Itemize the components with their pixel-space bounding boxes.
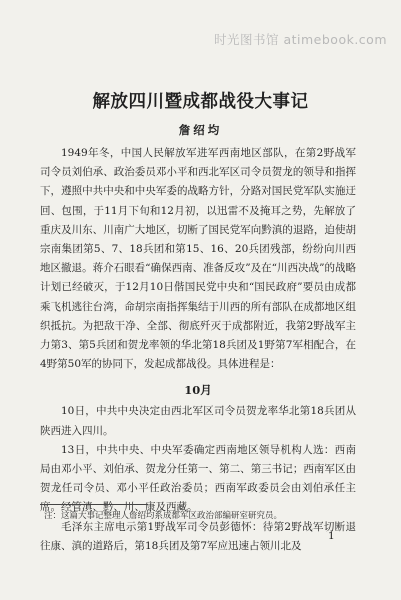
section-heading: 10月: [184, 383, 212, 398]
page-number: 1: [328, 530, 335, 542]
body-text: [40, 144, 356, 556]
author-name: 詹绍均: [178, 123, 223, 137]
footnote: 注：这篇大事记整理人詹绍均系成都军区政治部编研室研究员。: [44, 511, 283, 521]
paragraph-event: 13日，中共中央、中央军委确定西南地区领导机构人选：西南局由邓小平、刘伯承、贺龙分任第一、第二、第三书记；西南军区由贺龙任司令员、邓小平任政治委员；西南军政委员会由刘伯承任主席。经管滇、黔、川、康及西藏。: [40, 443, 356, 514]
footnote-divider: [40, 504, 148, 505]
watermark-text: 时光图书馆 atimebook.com: [213, 32, 387, 47]
paragraph-intro: 1949年冬，中国人民解放军进军西南地区部队，在第2野战军司令员刘伯承、政治委员邓小平和西北军区司令员贺龙的领导和指挥下，遵照中共中央和中央军委的战略方针，分路对国民党军队实施迂回、包围，于11月下旬和12月初，以迅雷不及掩耳之势，先解放了重庆及川东、川南广大地区，切断了国民党军向黔滇的退路，迫使胡宗南集团第5、7、18兵团和第15、16、20兵团残部，纷纷向川西地区撤退。蒋介石眼看“确保西南、准备反攻”及在“川西决战”的战略计划已经破灭，于12月10日偕国民党中央和“国民政府”要员由成都乘飞机逃往台湾，命胡宗南指挥集结于川西的所有部队在成都地区组织抵抗。为把敌干净、全部、彻底歼灭于成都附近，我第2野战军主力第3、第5兵团和贺龙率领的华北第18兵团及1野第7军相配合，在4野第50军的协同下，发起成都战役。具体进程是：: [40, 147, 356, 371]
page-title: 解放四川暨成都战役大事记: [92, 92, 309, 112]
paragraph-event: 毛泽东主席电示第1野战军司令员彭德怀：待第2野战军切断退往康、滇的道路后，第18兵团及第7军应迅速占领川北及: [40, 520, 356, 552]
paragraph-event: 10日，中共中央决定由西北军区司令员贺龙率华北第18兵团从陕西进入四川。: [40, 405, 356, 437]
